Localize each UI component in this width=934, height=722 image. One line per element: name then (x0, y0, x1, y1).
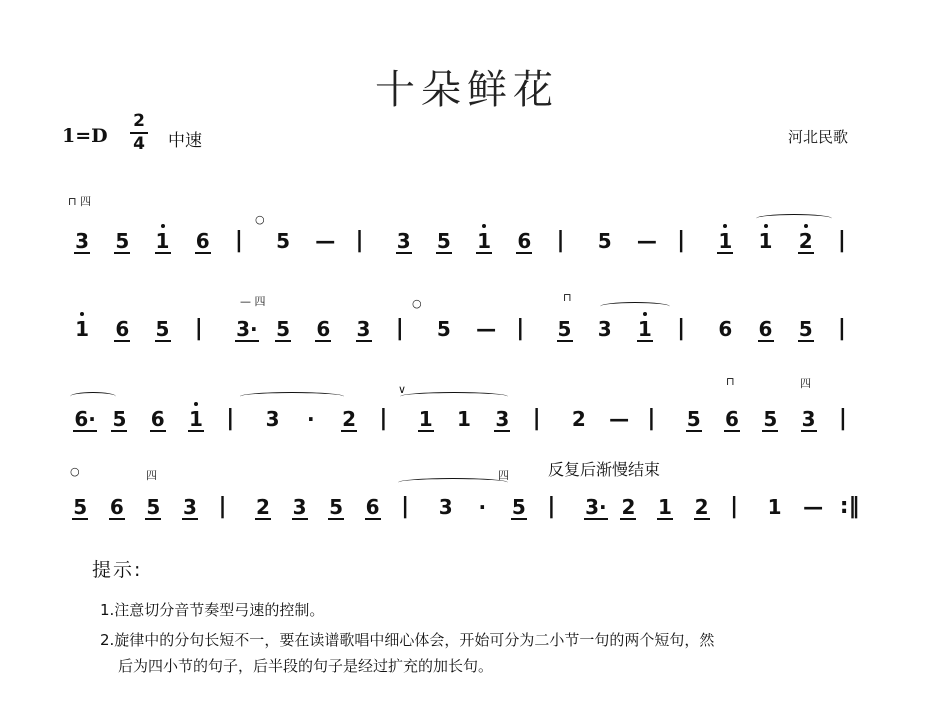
score-barline: | (556, 228, 565, 253)
score-barline: | (226, 406, 235, 431)
harmonic-mark: ○ (70, 465, 80, 478)
score-note: 3 (438, 495, 453, 519)
score-note: 5 (597, 229, 612, 253)
finger-mark: 四 (146, 469, 157, 482)
score-note: 6· (74, 407, 96, 431)
finger-mark: 四 (800, 377, 811, 390)
score-note: 3· (585, 495, 607, 519)
tempo-marking: 中速 (168, 131, 202, 151)
slur (398, 478, 508, 487)
score-barline: | (532, 406, 541, 431)
score-note: 6 (109, 495, 124, 519)
score-note: 6 (316, 317, 331, 341)
score-note: 5 (557, 317, 572, 341)
score-barline: | (547, 494, 556, 519)
score-note: 6 (115, 317, 130, 341)
score-note: 2 (621, 495, 636, 519)
score-note: 1 (637, 317, 652, 341)
score-note: 1 (418, 407, 433, 431)
score-note: 3 (182, 495, 197, 519)
score-note: 2 (256, 495, 270, 519)
score-dash: — (609, 407, 630, 431)
key-signature: 1=D (62, 125, 108, 147)
score-barline: | (647, 406, 656, 431)
score-note: 6 (365, 495, 380, 519)
score-note: 3· (236, 317, 258, 341)
score-note: 5 (511, 495, 526, 519)
score-note: 2 (571, 407, 586, 431)
score-note: 1 (718, 229, 733, 253)
score-note: 1 (477, 229, 492, 253)
score-barline: | (677, 228, 686, 253)
score-barline: | (516, 316, 525, 341)
slur (400, 392, 508, 401)
score-note: 5 (329, 495, 344, 519)
score-barline: | (234, 228, 243, 253)
score-barline: | (837, 316, 846, 341)
ending-direction: 反复后渐慢结束 (548, 460, 661, 479)
score-dash: — (476, 317, 497, 341)
score-note: 3 (801, 407, 816, 431)
hint-item-1: 1.注意切分音节奏型弓速的控制。 (100, 601, 325, 619)
score-note: 5 (763, 407, 778, 431)
score-note: 1 (189, 407, 203, 431)
score-note: 3 (356, 317, 371, 341)
slur (756, 214, 832, 223)
score-barline: | (677, 316, 686, 341)
song-title: 十朵鲜花 (375, 67, 559, 113)
score-barline: | (218, 494, 227, 519)
score-end-barline: :‖ (839, 494, 860, 519)
time-signature-bottom: 4 (133, 134, 145, 154)
score-note: 1 (767, 495, 782, 519)
score-dash: — (315, 229, 336, 253)
bowing-mark: ⊓ (726, 375, 735, 388)
score-note: 5 (798, 317, 813, 341)
score-note: 3 (292, 495, 307, 519)
score-dash: — (636, 229, 657, 253)
score-note: 6 (725, 407, 739, 431)
score-note: 5 (686, 407, 701, 431)
hint-item-3: 后为四小节的句子，后半段的句子是经过扩充的加长句。 (118, 657, 494, 675)
score-note: 1 (457, 407, 471, 431)
score-note: 3 (597, 317, 612, 341)
score-barline: | (395, 316, 404, 341)
score-note: 5 (276, 229, 291, 253)
slur (70, 392, 116, 401)
score-note: 3 (495, 407, 510, 431)
score-barline: | (194, 316, 203, 341)
score-note: 5 (115, 229, 130, 253)
score-note: 1 (75, 317, 90, 341)
harmonic-mark: ○ (255, 213, 265, 226)
time-signature-top: 2 (133, 111, 145, 131)
score-note: 5 (436, 317, 451, 341)
score-note: 1 (155, 229, 170, 253)
score-barline: | (355, 228, 364, 253)
finger-mark: 四 (498, 469, 509, 482)
score-note: 3 (265, 407, 280, 431)
score-barline: | (838, 406, 847, 431)
score-barline: | (730, 494, 739, 519)
score-note: 5 (73, 495, 88, 519)
score-note: 3 (75, 229, 90, 253)
time-signature (130, 112, 148, 154)
score-note: 6 (150, 407, 165, 431)
score-note: 5 (146, 495, 161, 519)
score-note: · (478, 495, 487, 519)
score-note: 1 (658, 495, 672, 519)
score-note: 5 (436, 229, 451, 253)
score-note: 6 (195, 229, 210, 253)
score-barline: | (401, 494, 410, 519)
score-dash: — (803, 495, 824, 519)
bowing-mark: ⊓ (563, 291, 572, 304)
score-note: 1 (758, 229, 773, 253)
hints-heading: 提示: (92, 559, 143, 581)
harmonic-mark: ○ (412, 297, 422, 310)
score-barline: | (837, 228, 846, 253)
bowing-mark: ⊓ 四 (68, 195, 92, 208)
slur (600, 302, 670, 311)
hint-item-2: 2.旋律中的分句长短不一，要在读谱歌唱中细心体会，开始可分为二小节一句的两个短句，然 (100, 631, 715, 649)
score-note: 3 (396, 229, 411, 253)
score-note: 5 (276, 317, 291, 341)
score-note: 6 (758, 317, 773, 341)
score-note: 2 (694, 495, 709, 519)
score-note: 6 (718, 317, 733, 341)
finger-mark: — 四 (240, 295, 266, 308)
score-note: · (307, 407, 315, 431)
score-note: 5 (112, 407, 127, 431)
song-source: 河北民歌 (788, 128, 849, 146)
slur (240, 392, 344, 401)
score-note: 5 (155, 317, 170, 341)
score-barline: | (379, 406, 388, 431)
bowing-mark: ∨ (398, 383, 407, 396)
score-note: 6 (517, 229, 532, 253)
score-note: 2 (798, 229, 813, 253)
score-note: 2 (342, 407, 357, 431)
